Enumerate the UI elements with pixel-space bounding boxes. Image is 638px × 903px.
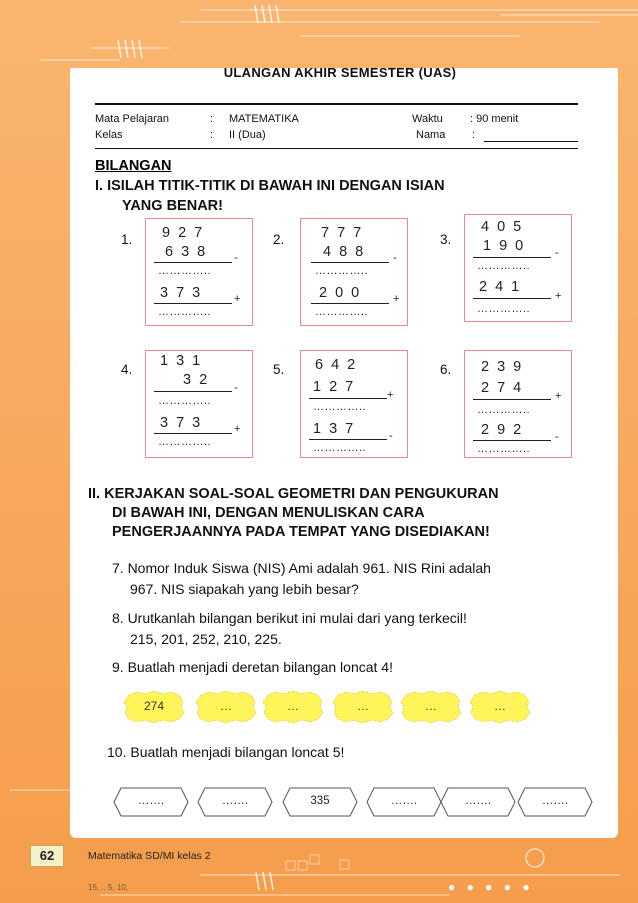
kelas-label: Kelas xyxy=(95,129,123,141)
answer-blank[interactable]: ………….. xyxy=(158,395,212,407)
operand-a: 9 2 7 xyxy=(162,225,205,241)
operand-c: 2 9 2 xyxy=(481,422,524,438)
operator: + xyxy=(555,390,562,402)
sequence-blank[interactable]: ……. xyxy=(541,795,569,807)
sequence-value: 335 xyxy=(310,795,330,807)
sum-line xyxy=(473,257,551,258)
answer-blank[interactable]: ………….. xyxy=(477,404,531,416)
operand-b: 1 9 0 xyxy=(483,238,526,254)
operand-c: 3 7 3 xyxy=(160,415,203,431)
operator: - xyxy=(234,252,238,264)
book-title: Matematika SD/MI kelas 2 xyxy=(88,850,211,862)
operand-b: 6 3 8 xyxy=(165,244,208,260)
operand-b: 2 7 4 xyxy=(481,380,524,396)
answer-blank[interactable]: ………….. xyxy=(315,306,369,318)
sequence-box[interactable] xyxy=(517,787,593,817)
section-one-line2: YANG BENAR! xyxy=(122,198,223,214)
problem-box-1 xyxy=(145,218,253,326)
sequence-star[interactable] xyxy=(332,690,394,724)
answer-blank[interactable]: ………….. xyxy=(477,260,531,272)
problem-box-4 xyxy=(145,350,253,458)
section-two-line1: II. KERJAKAN SOAL-SOAL GEOMETRI DAN PENGUKURAN xyxy=(88,486,499,502)
sequence-star[interactable] xyxy=(195,690,257,724)
question-10: 10. Buatlah menjadi bilangan loncat 5! xyxy=(107,744,345,760)
sequence-value: 274 xyxy=(143,699,165,713)
mapel-value: MATEMATIKA xyxy=(229,113,299,125)
operator: + xyxy=(234,423,241,435)
nama-field-line[interactable] xyxy=(484,141,578,142)
sequence-blank[interactable]: … xyxy=(287,699,299,713)
nama-label: Nama xyxy=(416,129,446,141)
problem-box-6 xyxy=(464,350,572,458)
sum-line xyxy=(309,398,387,399)
operand-a: 6 4 2 xyxy=(315,357,358,373)
section-two-line3: PENGERJAANNYA PADA TEMPAT YANG DISEDIAKAN! xyxy=(112,524,490,540)
answer-blank[interactable]: ………….. xyxy=(477,303,531,315)
sequence-blank[interactable]: ……. xyxy=(390,795,418,807)
sequence-blank[interactable]: ……. xyxy=(137,795,165,807)
operator: + xyxy=(387,389,394,401)
mapel-label: Mata Pelajaran xyxy=(95,113,169,125)
problem-box-2 xyxy=(300,218,408,326)
page-title: ULANGAN AKHIR SEMESTER (UAS) xyxy=(223,65,457,80)
header-rule-top xyxy=(95,103,578,105)
operand-b: 3 2 xyxy=(183,372,210,388)
operand-b: 4 8 8 xyxy=(323,244,366,260)
answer-blank[interactable]: ………….. xyxy=(315,265,369,277)
problem-number: 5. xyxy=(273,362,285,377)
footer-bullets: ● ● ● ● ● xyxy=(448,880,534,894)
problem-number: 1. xyxy=(121,232,133,247)
sum-line xyxy=(154,391,232,392)
page-number: 62 xyxy=(30,845,64,867)
sequence-box[interactable] xyxy=(197,787,273,817)
answer-blank[interactable]: ………….. xyxy=(158,436,212,448)
sequence-box[interactable] xyxy=(113,787,189,817)
operator: + xyxy=(393,293,400,305)
footer-sequence-text: 15, .. 5, 10, xyxy=(88,883,129,892)
problem-box-5 xyxy=(300,350,408,458)
waktu-value: : 90 menit xyxy=(470,113,519,125)
operand-a: 4 0 5 xyxy=(481,219,524,235)
question-7-line2: 967. NIS siapakah yang lebih besar? xyxy=(130,581,359,597)
sum-line xyxy=(154,262,232,263)
answer-blank[interactable]: ………….. xyxy=(158,306,212,318)
operand-c: 1 3 7 xyxy=(313,421,356,437)
problem-box-3 xyxy=(464,214,572,322)
sum-line xyxy=(154,433,232,434)
sum-line xyxy=(473,440,551,441)
sequence-blank[interactable]: ……. xyxy=(464,795,492,807)
operator: - xyxy=(555,431,559,443)
section-one-line1: I. ISILAH TITIK-TITIK DI BAWAH INI DENGAN ISIAN xyxy=(95,178,445,194)
operand-c: 3 7 3 xyxy=(160,285,203,301)
problem-number: 6. xyxy=(440,362,452,377)
colon: : xyxy=(210,129,214,141)
sequence-blank[interactable]: … xyxy=(220,699,232,713)
operator: + xyxy=(234,293,241,305)
operand-c: 2 4 1 xyxy=(479,279,522,295)
sum-line xyxy=(473,298,551,299)
sequence-box[interactable] xyxy=(440,787,516,817)
question-8-line1: 8. Urutkanlah bilangan berikut ini mulai dari yang terkecil! xyxy=(112,610,467,626)
sequence-blank[interactable]: … xyxy=(425,699,437,713)
operand-b: 1 2 7 xyxy=(313,379,356,395)
sequence-box xyxy=(282,787,358,817)
sequence-blank[interactable]: … xyxy=(357,699,369,713)
operand-a: 7 7 7 xyxy=(321,225,364,241)
sum-line xyxy=(154,303,232,304)
operator: - xyxy=(393,252,397,264)
answer-blank[interactable]: ………….. xyxy=(313,442,367,454)
operator: - xyxy=(234,382,238,394)
kelas-value: II (Dua) xyxy=(229,129,266,141)
sequence-blank[interactable]: ……. xyxy=(221,795,249,807)
operand-c: 2 0 0 xyxy=(319,285,362,301)
operator: + xyxy=(555,290,562,302)
sequence-star[interactable] xyxy=(262,690,324,724)
operator: - xyxy=(555,247,559,259)
sum-line xyxy=(311,303,389,304)
problem-number: 3. xyxy=(440,232,452,247)
answer-blank[interactable]: ………….. xyxy=(313,401,367,413)
problem-number: 4. xyxy=(121,362,133,377)
sequence-blank[interactable]: … xyxy=(494,699,506,713)
question-9: 9. Buatlah menjadi deretan bilangan loncat 4! xyxy=(112,659,393,675)
colon: : xyxy=(210,113,214,125)
header-rule-bottom xyxy=(95,148,578,149)
operator: - xyxy=(389,430,393,442)
problem-number: 2. xyxy=(273,232,285,247)
sequence-star xyxy=(123,690,185,724)
operand-a: 1 3 1 xyxy=(160,353,203,369)
nama-colon: : xyxy=(472,129,476,141)
sequence-box[interactable] xyxy=(366,787,442,817)
answer-blank[interactable]: ………….. xyxy=(477,443,531,455)
section-bilangan-heading: BILANGAN xyxy=(95,158,172,174)
sequence-star[interactable] xyxy=(469,690,531,724)
sum-line xyxy=(311,262,389,263)
sequence-star[interactable] xyxy=(400,690,462,724)
waktu-label: Waktu xyxy=(412,113,443,125)
question-7-line1: 7. Nomor Induk Siswa (NIS) Ami adalah 961. NIS Rini adalah xyxy=(112,560,491,576)
answer-blank[interactable]: ………….. xyxy=(158,265,212,277)
sum-line xyxy=(309,439,387,440)
question-8-line2: 215, 201, 252, 210, 225. xyxy=(130,631,282,647)
section-two-line2: DI BAWAH INI, DENGAN MENULISKAN CARA xyxy=(112,505,425,521)
sum-line xyxy=(473,399,551,400)
operand-a: 2 3 9 xyxy=(481,359,524,375)
